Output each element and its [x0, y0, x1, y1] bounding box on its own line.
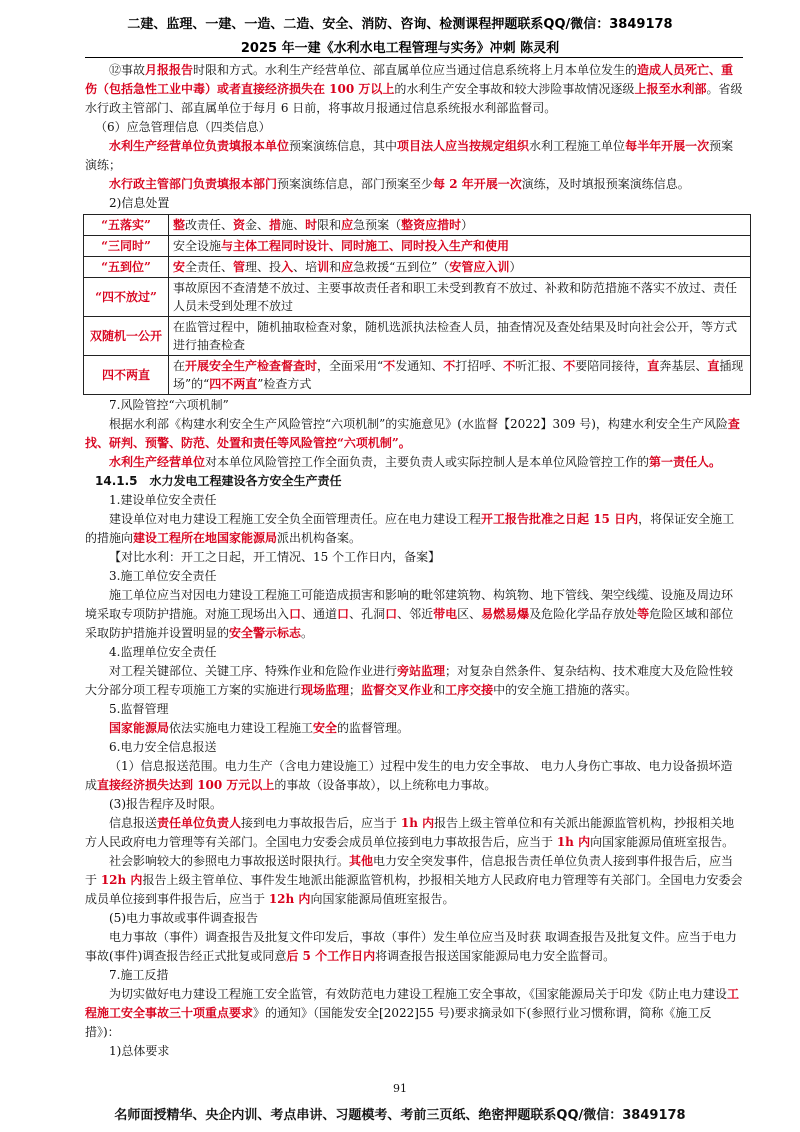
- text-run: 安全设施: [173, 239, 222, 253]
- highlight-text: 资: [233, 218, 246, 232]
- paragraph-monthly-report: [85, 61, 743, 118]
- text-run: 电力安全突发事件，信息报告责任单位负责人接到事件报告后，应当于: [85, 854, 734, 887]
- highlight-text: 水行政主管部门负责填报本部门: [109, 177, 278, 191]
- text-run: 施工单位应当对因电力建设工程施工可能造成损害和影响的毗邻建筑物、构筑物、地下管线、架空线缆、设施及周边环境采取专项防护措施。对施工现场出入: [85, 588, 734, 621]
- table-key-cell: “四不放过”: [84, 278, 169, 317]
- paragraph-contractor-responsibility: [85, 586, 743, 643]
- text-run: 水利工程施工单位: [529, 139, 626, 153]
- highlight-text: 1h 内: [556, 835, 591, 849]
- text-run: 将调查报告报送国家能源局电力安全监督司。: [375, 949, 616, 963]
- text-run: 时限和方式。水利生产经营单位、部直属单位应当通过信息系统将上月本单位发生的: [193, 63, 638, 77]
- highlight-text: 训: [317, 260, 330, 274]
- text-run: ）: [509, 260, 522, 274]
- highlight-text: 直接经济损失达到 100 万元以上: [97, 778, 275, 792]
- paragraph-emergency-info: [85, 118, 743, 137]
- footer-contact-line: 名师面授精华、央企内训、考点串讲、习题模考、考前三页纸、绝密押题联系QQ/微信：3849178: [114, 1108, 686, 1123]
- table-key-cell: 四不两直: [84, 356, 169, 395]
- highlight-text: 每半年开展一次: [625, 139, 710, 153]
- header-divider: [85, 57, 743, 58]
- text-run: 对工程关键部位、关键工序、特殊作业和危险作业进行: [109, 664, 398, 678]
- table-value-cell: [169, 236, 751, 257]
- highlight-text: 安: [173, 260, 186, 274]
- text-run: 中的安全施工措施的落实。: [493, 683, 638, 697]
- header-course-title: 2025 年一建《水利水电工程管理与实务》冲刺 陈灵利: [240, 41, 560, 56]
- text-run: （6）应急管理信息（四类信息）: [95, 120, 271, 134]
- table-key-cell: “三同时”: [84, 236, 169, 257]
- text-run: 信息报送: [109, 816, 158, 830]
- highlight-text: 整: [173, 218, 186, 232]
- text-run: 接到电力事故报告后，应当于: [241, 816, 401, 830]
- text-run: 、邻近: [397, 607, 434, 621]
- table-value-cell: [169, 257, 751, 278]
- text-run: （1）信息报送范围。电力生产（含电力建设施工）过程中发生的电力安全事故、 电力人身伤亡事故、电力设备损坏造成: [85, 759, 733, 792]
- paragraph-drill-departments: [85, 175, 743, 194]
- highlight-text: 管: [233, 260, 246, 274]
- table-key-cell: 双随机一公开: [84, 317, 169, 356]
- table-row: [84, 356, 751, 395]
- text-run: 7.施工反措: [109, 968, 169, 982]
- paragraph-six-mechanisms: [85, 415, 743, 453]
- text-run: ”检查方式: [257, 377, 312, 391]
- text-run: ；: [349, 683, 362, 697]
- highlight-text: 直: [707, 359, 720, 373]
- highlight-text: 安全警示标志: [229, 626, 302, 640]
- text-run: 急救援“五到位”（: [353, 260, 450, 274]
- highlight-text: 与主体工程同时设计、同时施工、同时投入生产和使用: [221, 239, 510, 253]
- text-run: ，将保证安全施工的措施向: [85, 512, 735, 545]
- highlight-text: 不: [563, 359, 576, 373]
- text-run: 报告上级主管单位、事件发生地派出能源监管机构，抄报相关地方人民政府电力管理等有关部门。全国电力安委会成员单位接到事件报告后，应当于: [85, 873, 743, 906]
- text-run: (5)电力事故或事件调查报告: [109, 911, 258, 925]
- text-run: 急预案（: [353, 218, 402, 232]
- highlight-text: 造成人员死亡、重伤（包括急性工业中毒）或者直接经济损失在 100 万以上: [85, 63, 734, 96]
- text-run: 5.监督管理: [109, 702, 169, 716]
- text-run: 听汇报、: [515, 359, 564, 373]
- table-value-cell: [169, 215, 751, 236]
- text-run: 金、: [245, 218, 270, 232]
- text-run: 全责任、: [185, 260, 234, 274]
- paragraph-investigation-report: [85, 928, 743, 966]
- subheading-report-procedure: [85, 795, 743, 814]
- highlight-text: 入: [281, 260, 294, 274]
- highlight-text: 不: [443, 359, 456, 373]
- table-row: [84, 278, 751, 317]
- subheading-general-requirements: [85, 1042, 743, 1061]
- text-run: 7.风险管控“六项机制”: [109, 398, 229, 412]
- info-handling-table: [83, 214, 751, 395]
- text-run: 对本单位风险管控工作全面负责，主要负责人或实际控制人是本单位风险管控工作的: [205, 455, 650, 469]
- highlight-text: 措: [269, 218, 282, 232]
- highlight-text: 工序交接: [445, 683, 494, 697]
- text-run: 建设单位对电力建设工程施工安全负全面管理责任。应在电力建设工程: [109, 512, 482, 526]
- text-run: 。: [301, 626, 314, 640]
- highlight-text: 旁站监理: [397, 664, 446, 678]
- highlight-text: 责任单位负责人: [157, 816, 242, 830]
- text-run: 1.建设单位安全责任: [109, 493, 217, 507]
- highlight-text: 时: [305, 218, 318, 232]
- table-row: [84, 215, 751, 236]
- text-run: 要陪同接待，: [575, 359, 648, 373]
- text-run: ）: [461, 218, 474, 232]
- highlight-text: 整资应措时: [401, 218, 462, 232]
- text-run: 电力事故（事件）调查报告及批复文件印发后，事故（事件）发生单位应当及时获 取调查报告及批复文件。应当于电力事故(事件)调查报告经正式批复或同意: [85, 930, 737, 963]
- text-run: 危险区域和部位采取防护措施并设置明显的: [85, 607, 734, 640]
- text-run: 报告上级主管单位和有关派出能源监管机构，抄报相关地方人民政府电力管理等有关部门。全国电力安委会成员单位接到电力事故报告后，应当于: [85, 816, 735, 849]
- highlight-text: 监督交叉作业: [361, 683, 434, 697]
- text-run: 的事故（设备事故），以上统称电力事故。: [274, 778, 497, 792]
- subheading-contractor-responsibility: [85, 567, 743, 586]
- paragraph-construction-measures: [85, 985, 743, 1042]
- text-run: 插现场”的“: [173, 359, 744, 391]
- text-run: 3.施工单位安全责任: [109, 569, 217, 583]
- text-run: 和: [329, 260, 342, 274]
- paragraph-first-responsible: [85, 453, 743, 472]
- text-run: ；对复杂自然条件、复杂结构、技术难度大及危险性较大分部分项工程专项施工方案的实施进行: [85, 664, 734, 697]
- paragraph-oversight: [85, 719, 743, 738]
- paragraph-owner-responsibility: [85, 510, 743, 548]
- header-contact-line: 二建、监理、一建、一造、二造、安全、消防、咨询、检测课程押题联系QQ/微信：3849178: [127, 17, 673, 32]
- text-run: 演练，及时填报预案演练信息。: [521, 177, 690, 191]
- paragraph-compare-water: [85, 548, 743, 567]
- document-body: [85, 61, 743, 1061]
- highlight-text: 应: [341, 218, 354, 232]
- table-row: [84, 317, 751, 356]
- paragraph-report-1h: [85, 814, 743, 852]
- highlight-text: 口: [385, 607, 398, 621]
- highlight-text: 带电: [433, 607, 458, 621]
- highlight-text: 不: [383, 359, 396, 373]
- text-run: 区、: [457, 607, 482, 621]
- highlight-text: 水利生产经营单位负责填报本单位: [109, 139, 290, 153]
- section-heading-14-1-5: 14.1.5 水力发电工程建设各方安全生产责任: [95, 474, 342, 488]
- text-run: 及危险化学品存放处: [529, 607, 638, 621]
- highlight-text: 每 2 年开展一次: [433, 177, 522, 191]
- highlight-text: 开工报告批准之日起 15 日内: [481, 512, 639, 526]
- highlight-text: 等: [637, 607, 650, 621]
- highlight-text: 12h 内: [100, 873, 143, 887]
- text-run: 事故原因不查清楚不放过、主要事故责任者和职工未受到教育不放过、补救和防范措施不落实不放过、责任人员未受到处理不放过: [173, 281, 738, 313]
- text-run: ⑫事故: [109, 63, 146, 77]
- subheading-supervisor-responsibility: [85, 643, 743, 662]
- text-run: 社会影响较大的参照电力事故报送时限执行。: [109, 854, 350, 868]
- text-run: 【对比水利：开工之日起，开工情况、15 个工作日内，备案】: [109, 550, 441, 564]
- text-run: ，全面采用“: [317, 359, 384, 373]
- table-row: [84, 236, 751, 257]
- highlight-text: 口: [289, 607, 302, 621]
- text-run: 2)信息处置: [109, 196, 170, 210]
- highlight-text: 12h 内: [268, 892, 311, 906]
- text-run: 。省级水行政主管部门、部直属单位于每月 6 日前，将事故月报通过信息系统报水利部监督司。: [85, 82, 743, 115]
- table-row: [84, 257, 751, 278]
- subheading-construction-measures: [85, 966, 743, 985]
- highlight-text: 安全: [313, 721, 338, 735]
- highlight-text: 易燃易爆: [481, 607, 530, 621]
- highlight-text: 月报报告: [145, 63, 194, 77]
- highlight-text: 上报至水利部: [634, 82, 707, 96]
- text-run: 奔基层、: [659, 359, 708, 373]
- paragraph-report-12h: [85, 852, 743, 909]
- text-run: 预案演练；: [85, 139, 734, 172]
- subheading-info-handling: [85, 194, 743, 213]
- text-run: 6.电力安全信息报送: [109, 740, 217, 754]
- text-run: 》的通知》（国能发安全[2022]55 号)要求摘录如下(参照行业习惯称谓，简称《施工反措》)：: [85, 1006, 712, 1039]
- highlight-text: 安管应入训: [449, 260, 510, 274]
- text-run: 和: [433, 683, 446, 697]
- subheading-safety-info: [85, 738, 743, 757]
- paragraph-supervisor-responsibility: [85, 662, 743, 700]
- highlight-text: 直: [647, 359, 660, 373]
- text-run: 改责任、: [185, 218, 234, 232]
- text-run: 1)总体要求: [109, 1044, 170, 1058]
- highlight-text: 建设工程所在地国家能源局: [133, 531, 278, 545]
- text-run: 施、: [281, 218, 306, 232]
- paragraph-drill-units: [85, 137, 743, 175]
- table-key-cell: “五落实”: [84, 215, 169, 236]
- text-run: 根据水利部《构建水利安全生产风险管控“六项机制”的实施意见》(水监督【2022】309 号)，构建水利安全生产风险: [109, 417, 728, 431]
- text-run: 的水利生产安全事故和较大涉险事故情况逐级: [394, 82, 635, 96]
- highlight-text: 后 5 个工作日内: [286, 949, 376, 963]
- highlight-text: 现场监理: [301, 683, 350, 697]
- highlight-text: 水利生产经营单位: [109, 455, 206, 469]
- text-run: 打招呼、: [455, 359, 504, 373]
- text-run: 依法实施电力建设工程施工: [169, 721, 314, 735]
- page-number: 91: [393, 1082, 407, 1095]
- subheading-investigation-report: [85, 909, 743, 928]
- text-run: 预案演练信息，部门预案至少: [277, 177, 434, 191]
- highlight-text: 项目法人应当按规定组织: [397, 139, 530, 153]
- subheading-oversight: [85, 700, 743, 719]
- highlight-text: 其他: [349, 854, 374, 868]
- table-key-cell: “五到位”: [84, 257, 169, 278]
- highlight-text: 查找、研判、预警、防范、处置和责任等风险管控“六项机制”。: [85, 417, 740, 450]
- table-value-cell: [169, 317, 751, 356]
- table-value-cell: [169, 278, 751, 317]
- text-run: (3)报告程序及时限。: [109, 797, 222, 811]
- text-run: 、培: [293, 260, 318, 274]
- table-value-cell: [169, 356, 751, 395]
- text-run: 限和: [317, 218, 342, 232]
- text-run: 、孔洞: [349, 607, 386, 621]
- paragraph-report-scope: [85, 757, 743, 795]
- text-run: 在监管过程中，随机抽取检查对象，随机选派执法检查人员，抽查情况及查处结果及时向社会公开，等方式进行抽查检查: [173, 320, 738, 352]
- highlight-text: 口: [337, 607, 350, 621]
- text-run: 、通道: [301, 607, 338, 621]
- highlight-text: 不: [503, 359, 516, 373]
- text-run: 在: [173, 359, 186, 373]
- text-run: 向国家能源局值班室报告。: [310, 892, 455, 906]
- subheading-owner-responsibility: [85, 491, 743, 510]
- text-run: 向国家能源局值班室报告。: [590, 835, 735, 849]
- highlight-text: 开展安全生产检查督查时: [185, 359, 318, 373]
- highlight-text: 第一责任人。: [649, 455, 722, 469]
- text-run: 预案演练信息，其中: [289, 139, 398, 153]
- highlight-text: 四不两直: [209, 377, 258, 391]
- text-run: 派出机构备案。: [277, 531, 362, 545]
- text-run: 的监督管理。: [337, 721, 410, 735]
- highlight-text: 1h 内: [400, 816, 435, 830]
- text-run: 为切实做好电力建设工程施工安全监管，有效防范电力建设工程施工安全事故，《国家能源局关于印发《防止电力建设: [109, 987, 728, 1001]
- highlight-text: 应: [341, 260, 354, 274]
- highlight-text: 工程施工安全事故三十项重点要求: [85, 987, 740, 1020]
- text-run: 4.监理单位安全责任: [109, 645, 217, 659]
- text-run: 理、投: [245, 260, 282, 274]
- highlight-text: 国家能源局: [109, 721, 170, 735]
- subheading-six-mechanisms: [85, 396, 743, 415]
- text-run: 发通知、: [395, 359, 444, 373]
